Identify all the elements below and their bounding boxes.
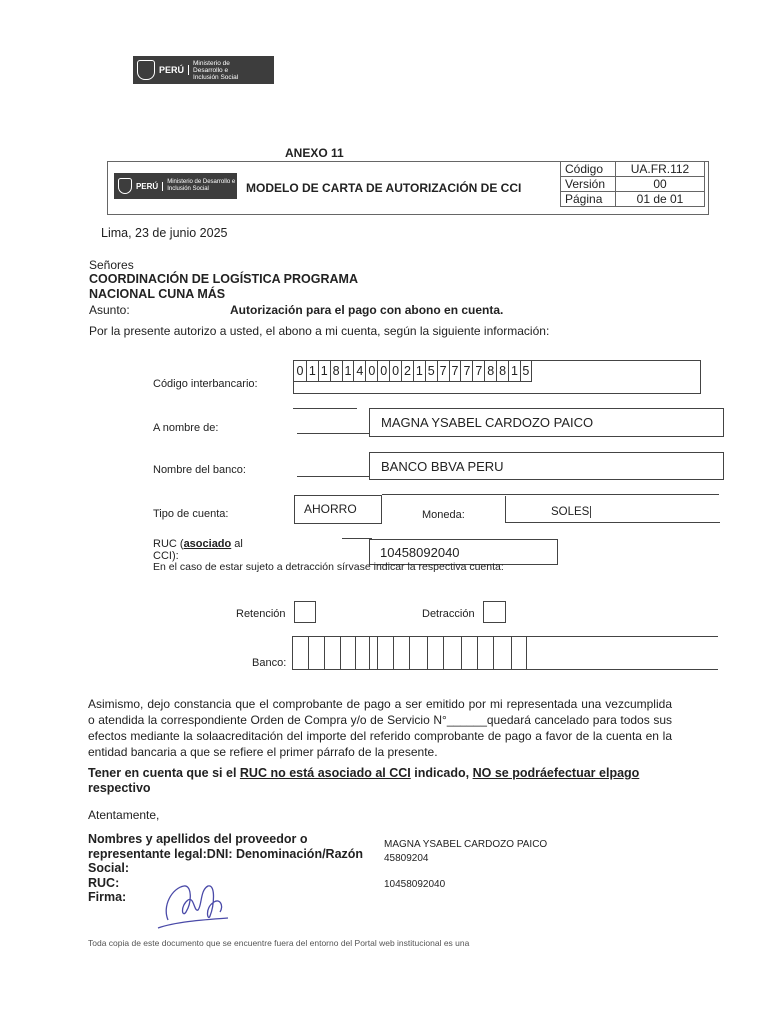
subject-text: Autorización para el pago con abono en cuenta.: [230, 303, 504, 317]
bank2-cell: [477, 637, 493, 669]
cci-digit: 1: [342, 361, 354, 381]
account-type-value: AHORRO: [304, 502, 357, 516]
ruc-label-post: al: [231, 538, 243, 550]
bank2-cell: [324, 637, 340, 669]
cci-digit: 8: [484, 361, 496, 381]
cci-digit: 2: [401, 361, 413, 381]
info-label: Página: [561, 192, 616, 207]
sig-label-1: Nombres y apellidos del proveedor o: [88, 832, 308, 846]
bank-field: [369, 452, 724, 480]
bank2-bottomline: [292, 669, 718, 670]
ruc-topline: [342, 538, 372, 539]
bank2-cell: [340, 637, 356, 669]
coat-of-arms-icon: [137, 60, 155, 80]
currency-field: [505, 496, 720, 523]
cci-digit: 1: [306, 361, 318, 381]
signer-ruc: 10458092040: [384, 879, 446, 890]
name-label: A nombre de:: [153, 422, 219, 434]
bank-label: Nombre del banco:: [153, 464, 246, 476]
signer-name: MAGNA YSABEL CARDOZO PAICO: [384, 839, 548, 850]
annex-title: ANEXO 11: [285, 146, 344, 160]
cci-digit: 7: [472, 361, 484, 381]
bank2-cell: [377, 637, 393, 669]
ruc-label: [153, 538, 243, 562]
bank2-cells-b: [369, 637, 527, 669]
cci-label: Código interbancario:: [153, 378, 258, 390]
bank2-cell: [493, 637, 511, 669]
signer-dni: 45809204: [384, 853, 429, 864]
sig-label-4: RUC:: [88, 875, 120, 890]
bank2-cells-a: [292, 637, 356, 669]
greeting: Señores: [89, 258, 134, 272]
warning-part2: indicado,: [410, 766, 473, 780]
bank2-cell: [308, 637, 324, 669]
cci-digit: 8: [330, 361, 342, 381]
account-type-label: Tipo de cuenta:: [153, 508, 229, 520]
cci-digit: 0: [296, 364, 304, 378]
retention-checkbox[interactable]: [294, 601, 316, 623]
info-value: 01 de 01: [616, 192, 705, 207]
name-value: MAGNA YSABEL CARDOZO PAICO: [381, 415, 594, 430]
bank-line: [297, 476, 369, 477]
header-logo: [114, 173, 237, 199]
info-row: [561, 192, 705, 207]
name-field: [369, 408, 724, 437]
account-type-topline: [382, 494, 719, 495]
cci-underline: [293, 408, 357, 409]
cci-digit: 7: [437, 361, 449, 381]
warning-part3: respectivo: [88, 781, 151, 795]
ministry-logo: [133, 56, 274, 84]
doc-header: [107, 161, 709, 215]
cci-digit: 0: [377, 361, 389, 381]
info-label: Código: [561, 162, 616, 177]
cci-digit: 7: [460, 361, 472, 381]
bank2-cell: [369, 637, 377, 669]
addressee-line2: NACIONAL CUNA MÁS: [89, 287, 226, 301]
bank2-cell: [292, 637, 308, 669]
retention-label: Retención: [236, 608, 286, 620]
warning-underlined2: NO se podráefectuar elpago: [472, 766, 640, 780]
constancy-paragraph: Asimismo, dejo constancia que el comprobante de pago a ser emitido por mi representada una vezcumplida o atendida la correspondiente Orden de Compra y/o de Servicio N°______quedará cancelado para todos sus efectos mediante la solaacreditación del importe del referido comprobante de pago a favor de la cuenta en la entidad bancaria a que se refiere el primer párrafo de la presente.: [88, 697, 672, 759]
letter-date: Lima, 23 de junio 2025: [101, 226, 228, 240]
cci-digit: 5: [520, 361, 532, 381]
info-row: [561, 162, 705, 177]
closing: Atentamente,: [88, 808, 160, 822]
cci-digit: 1: [508, 361, 520, 381]
warning-part1: Tener en cuenta que si el: [88, 766, 240, 780]
name-line: [297, 433, 369, 434]
cci-digit: 8: [496, 361, 508, 381]
footer-note: Toda copia de este documento que se encuentre fuera del entorno del Portal web institucional es una: [88, 938, 470, 948]
account-type-field: [294, 495, 382, 524]
cci-digit: 1: [318, 361, 330, 381]
header-logo-country: PERÚ: [136, 182, 163, 191]
info-label: Versión: [561, 177, 616, 192]
logo-ministry: Ministerio de Desarrollo e Inclusión Social: [193, 59, 239, 81]
bank2-cell: [393, 637, 409, 669]
bank-value: BANCO BBVA PERU: [381, 459, 504, 474]
doc-title: MODELO DE CARTA DE AUTORIZACIÓN DE CCI: [246, 181, 522, 195]
ruc-label-underlined: asociado: [183, 538, 232, 550]
sig-label-5: Firma:: [88, 890, 127, 904]
bank2-cell: [409, 637, 427, 669]
detraction-checkbox[interactable]: [483, 601, 506, 623]
header-coat-of-arms-icon: [118, 178, 132, 194]
cci-digit: 7: [449, 361, 461, 381]
handwritten-signature: [150, 876, 235, 934]
detraction-note: En el caso de estar sujeto a detracción sírvase indicar la respectiva cuenta:: [153, 561, 504, 573]
info-value: UA.FR.112: [616, 162, 705, 177]
cci-digit: 1: [413, 361, 425, 381]
sig-label-3: Social:: [88, 861, 129, 875]
detraction-label: Detracción: [422, 608, 475, 620]
info-value: 00: [616, 177, 705, 192]
cci-digit: 0: [365, 361, 377, 381]
cci-cells: [294, 361, 532, 382]
currency-value: SOLES: [551, 506, 590, 518]
addressee-line1: COORDINACIÓN DE LOGÍSTICA PROGRAMA: [89, 272, 358, 286]
ruc-label-line2: CCI):: [153, 550, 179, 562]
info-row: [561, 177, 705, 192]
cci-digit: 0: [389, 361, 401, 381]
bank2-cell: [427, 637, 443, 669]
ruc-label-pre: RUC (: [153, 538, 184, 550]
intro-text: Por la presente autorizo a usted, el abono a mi cuenta, según la siguiente información:: [89, 324, 550, 338]
ruc-value: 10458092040: [380, 545, 460, 560]
cci-digit: 5: [425, 361, 437, 381]
warning-underlined1: RUC no está asociado al CCI: [239, 766, 411, 780]
cci-digit: 4: [353, 361, 365, 381]
bank2-cell: [461, 637, 477, 669]
ruc-warning: [88, 766, 648, 796]
sig-label-2: representante legal:DNI: Denominación/Razón: [88, 846, 364, 861]
subject-label: Asunto:: [89, 303, 130, 317]
cci-field: [293, 360, 701, 394]
bank2-label: Banco:: [252, 657, 287, 669]
bank2-cell: [443, 637, 461, 669]
bank2-cell: [511, 637, 527, 669]
logo-country: PERÚ: [159, 65, 189, 75]
header-logo-ministry: Ministerio de Desarrollo e Inclusión Social: [167, 179, 236, 192]
doc-info-table: [560, 161, 705, 207]
currency-label: Moneda:: [422, 509, 465, 521]
